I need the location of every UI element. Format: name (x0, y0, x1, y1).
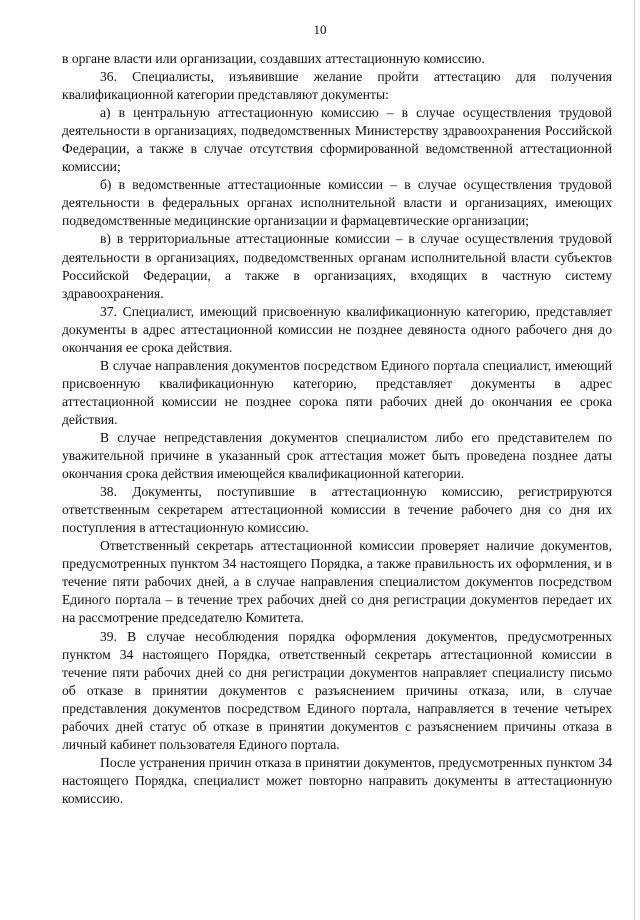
page-number: 10 (313, 22, 327, 37)
paragraph-item-38: 38. Документы, поступившие в аттестационную комиссию, регистрируются ответственным секретарем аттестационной комиссии в течение рабочего дня со дня их поступления в аттестационную комиссию. (62, 484, 612, 536)
paragraph-item-36-a: а) в центральную аттестационную комиссию – в случае осуществления трудовой деятельности в организациях, подведомственных Министерству здравоохранения Российской Федерации, а также в случае отсутствия сформированной ведомственной аттестационной комиссии; (62, 105, 612, 175)
paragraph-item-37: 37. Специалист, имеющий присвоенную квалификационную категорию, представляет документы в адрес аттестационной комиссии не позднее девяноста одного рабочего дня до окончания ее срока действия. (62, 303, 612, 355)
scan-edge-line (634, 0, 635, 920)
document-body (62, 50, 612, 808)
paragraph-item-37-late: В случае непредставления документов специалистом либо его представителем по уважительной причине в указанный срок аттестация может быть проведена позднее даты окончания срока действия имеющейся квалификационной категории. (62, 429, 612, 482)
paragraph-item-36-b: б) в ведомственные аттестационные комиссии – в случае осуществления трудовой деятельности в федеральных органах исполнительной власти и организациях, имеющих подведомственные медицинские организации и фармацевтические организации; (62, 177, 612, 229)
paragraph-item-39-resubmit: После устранения причин отказа в принятии документов, предусмотренных пунктом 34 настоящего Порядка, специалист может повторно направить документы в аттестационную комиссию. (62, 754, 612, 806)
paragraph-item-36-v: в) в территориальные аттестационные комиссии – в случае осуществления трудовой деятельности в организациях, подведомственных органам исполнительной власти субъектов Российской Федерации, а также в организациях, входящих в частную систему здравоохранения. (62, 231, 612, 301)
paragraph-continuation: в органе власти или организации, создавших аттестационную комиссию. (62, 51, 485, 66)
paragraph-item-36: 36. Специалисты, изъявившие желание пройти аттестацию для получения квалификационной категории представляют документы: (62, 69, 612, 103)
paragraph-item-38-secretary: Ответственный секретарь аттестационной комиссии проверяет наличие документов, предусмотренных пунктом 34 настоящего Порядка, а также правильность их оформления, и в течение пяти рабочих дней, а в случае направления специалистом документов посредством Единого портала – в течение трех рабочих дней со дня регистрации документов передает их на рассмотрение председателю Комитета. (62, 538, 612, 626)
paragraph-item-39: 39. В случае несоблюдения порядка оформления документов, предусмотренных пунктом 34 настоящего Порядка, ответственный секретарь аттестационной комиссии в течение пяти рабочих дней со дня регистрации документов направляет специалисту письмо об отказе в принятии документов с разъяснением причины отказа, или, в случае представления документов посредством Единого портала, направляется в течение четырех рабочих дней статус об отказе в принятии документов с разъяснением причины отказа в личный кабинет пользователя Единого портала. (62, 628, 612, 752)
paragraph-item-37-portal: В случае направления документов посредством Единого портала специалист, имеющий присвоенную квалификационную категорию, представляет документы в адрес аттестационной комиссии не позднее сорока пяти рабочих дней до окончания ее срока действия. (62, 357, 612, 427)
